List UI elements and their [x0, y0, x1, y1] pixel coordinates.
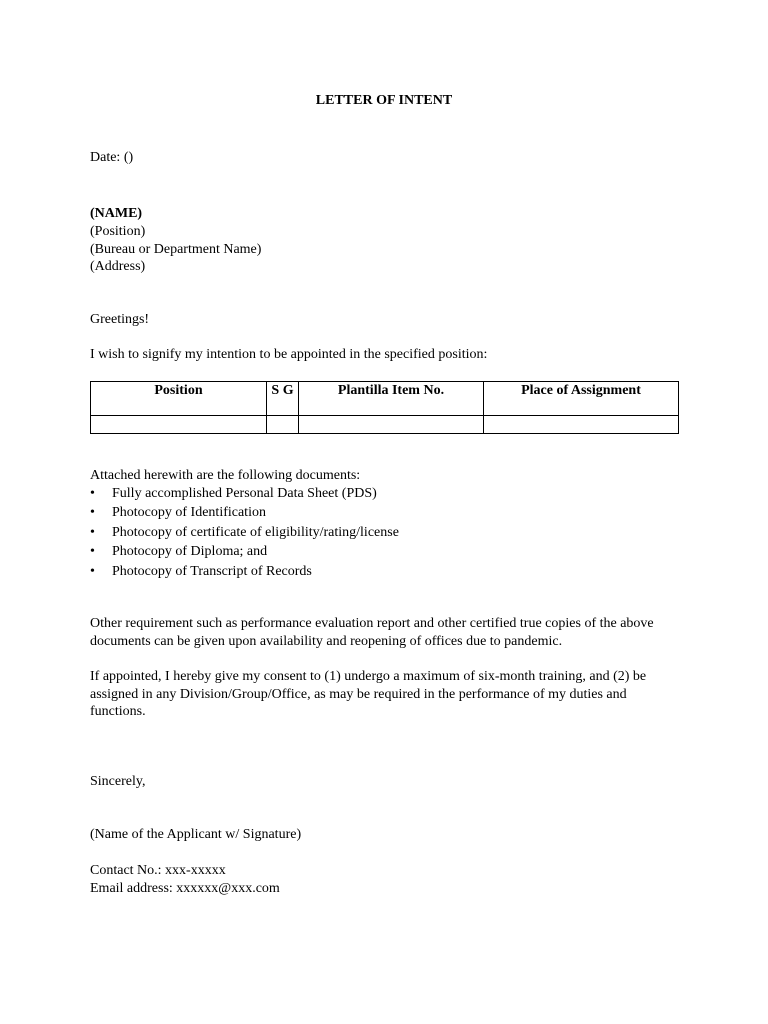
list-item: • Photocopy of Transcript of Records: [90, 563, 312, 579]
cell-plantilla-item-no: [299, 416, 484, 434]
header-place-of-assignment: Place of Assignment: [484, 382, 679, 416]
recipient-address: (Address): [90, 259, 146, 274]
other-requirements-line-2: documents can be given upon availability and reopening of offices due to pandemic.: [90, 634, 563, 649]
cell-position: [91, 416, 267, 434]
contact-number: Contact No.: xxx-xxxxx: [90, 863, 226, 878]
attachments-list: [90, 485, 399, 582]
bullet-icon: •: [90, 524, 95, 540]
letter-title: LETTER OF INTENT: [315, 93, 453, 108]
other-requirements-line-1: Other requirement such as performance evaluation report and other certified true copies of the above: [90, 616, 654, 631]
bullet-icon: •: [90, 486, 95, 501]
list-item: • Photocopy of Diploma; and: [90, 544, 268, 560]
table-header-row: [91, 382, 679, 416]
closing: Sincerely,: [90, 774, 146, 789]
signature-line: (Name of the Applicant w/ Signature): [90, 827, 302, 842]
cell-sg: [267, 416, 299, 434]
header-sg: S G: [267, 382, 299, 416]
list-item: • Photocopy of certificate of eligibility/rating/license: [90, 524, 399, 540]
consent-line-3: functions.: [90, 704, 146, 719]
recipient-bureau: (Bureau or Department Name): [90, 242, 262, 257]
consent-line-2: assigned in any Division/Group/Office, as may be required in the performance of my duties and: [90, 687, 627, 702]
table-row: [91, 416, 679, 434]
recipient-position: (Position): [90, 224, 146, 239]
consent-line-1: If appointed, I hereby give my consent to (1) undergo a maximum of six-month training, and (2) be: [90, 669, 647, 684]
list-item: • Fully accomplished Personal Data Sheet (PDS): [90, 486, 377, 501]
email-address: Email address: xxxxxx@xxx.com: [90, 881, 280, 896]
recipient-name: (NAME): [90, 206, 143, 221]
bullet-icon: •: [90, 563, 95, 579]
bullet-icon: •: [90, 544, 95, 560]
header-plantilla-item-no: Plantilla Item No.: [299, 382, 484, 416]
cell-place-of-assignment: [484, 416, 679, 434]
position-table: [90, 381, 679, 434]
date-line: Date: (): [90, 150, 134, 165]
attachments-intro: Attached herewith are the following documents:: [90, 468, 361, 483]
list-item: • Photocopy of Identification: [90, 505, 266, 521]
intro-line: I wish to signify my intention to be appointed in the specified position:: [90, 347, 488, 362]
greeting: Greetings!: [90, 312, 150, 327]
header-position: Position: [91, 382, 267, 416]
bullet-icon: •: [90, 505, 95, 521]
